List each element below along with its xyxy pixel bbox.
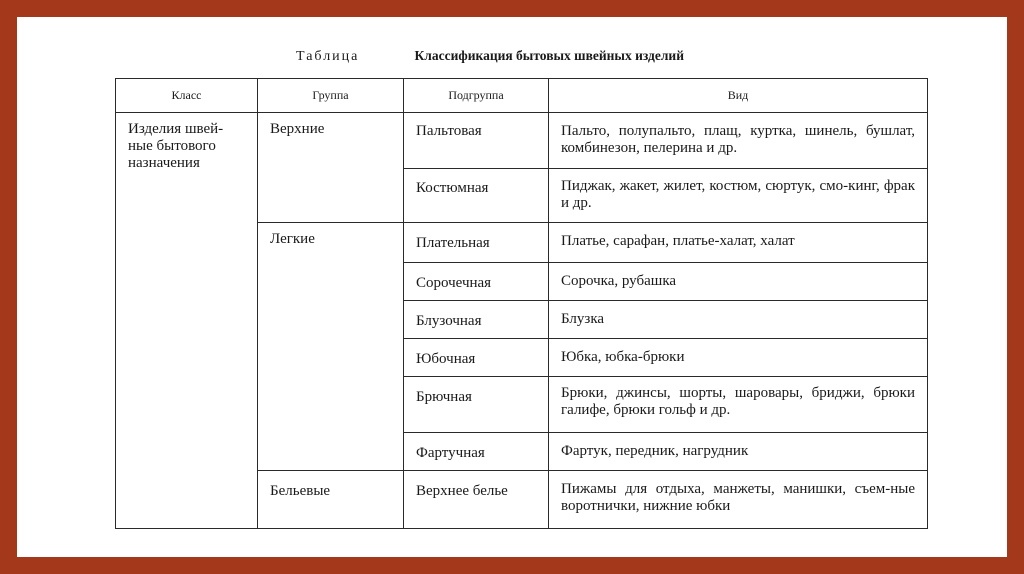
subgroup-cell: Фартучная [416, 445, 485, 461]
table-caption [296, 48, 796, 65]
caption-label: Таблица [296, 49, 360, 64]
subgroup-cell: Плательная [416, 235, 490, 251]
table-row [116, 113, 928, 169]
subgroup-cell: Верхнее белье [416, 483, 508, 499]
group-light: Легкие [270, 231, 315, 247]
group-cell-underwear [258, 471, 404, 529]
header-group: Группа [258, 79, 404, 113]
classification-table [115, 78, 928, 529]
kind-cell: Юбка, юбка-брюки [561, 349, 685, 365]
kind-cell: Сорочка, рубашка [561, 273, 677, 289]
kind-cell: Брюки, джинсы, шорты, шаровары, бриджи, брюки галифе, брюки гольф и др. [561, 385, 915, 418]
group-cell-light [258, 223, 404, 471]
kind-cell: Пальто, полупальто, плащ, куртка, шинель, бушлат, комбинезон, пелерина и др. [561, 123, 915, 156]
subgroup-cell: Пальтовая [416, 123, 482, 139]
group-cell-outer [258, 113, 404, 223]
header-kind: Вид [549, 79, 928, 113]
group-outer: Верхние [270, 121, 325, 137]
subgroup-cell: Блузочная [416, 313, 482, 329]
subgroup-cell: Брючная [416, 389, 472, 405]
kind-cell: Платье, сарафан, платье-халат, халат [561, 233, 795, 249]
klass-cell [116, 113, 258, 529]
subgroup-cell: Сорочечная [416, 275, 492, 291]
header-row [116, 79, 928, 113]
kind-cell: Пижамы для отдыха, манжеты, манишки, съем-ные воротнички, нижние юбки [561, 481, 915, 514]
caption-title: Классификация бытовых швейных изделий [414, 48, 684, 63]
klass-value: Изделия швей-ные бытового назначения [128, 121, 224, 171]
kind-cell: Фартук, передник, нагрудник [561, 443, 749, 459]
header-klass: Класс [116, 79, 258, 113]
subgroup-cell: Юбочная [416, 351, 476, 367]
kind-cell: Пиджак, жакет, жилет, костюм, сюртук, смо-кинг, фрак и др. [561, 178, 915, 211]
group-underwear: Бельевые [270, 483, 331, 499]
header-subgroup: Подгруппа [404, 79, 549, 113]
kind-cell: Блузка [561, 311, 605, 327]
subgroup-cell: Костюмная [416, 180, 489, 196]
